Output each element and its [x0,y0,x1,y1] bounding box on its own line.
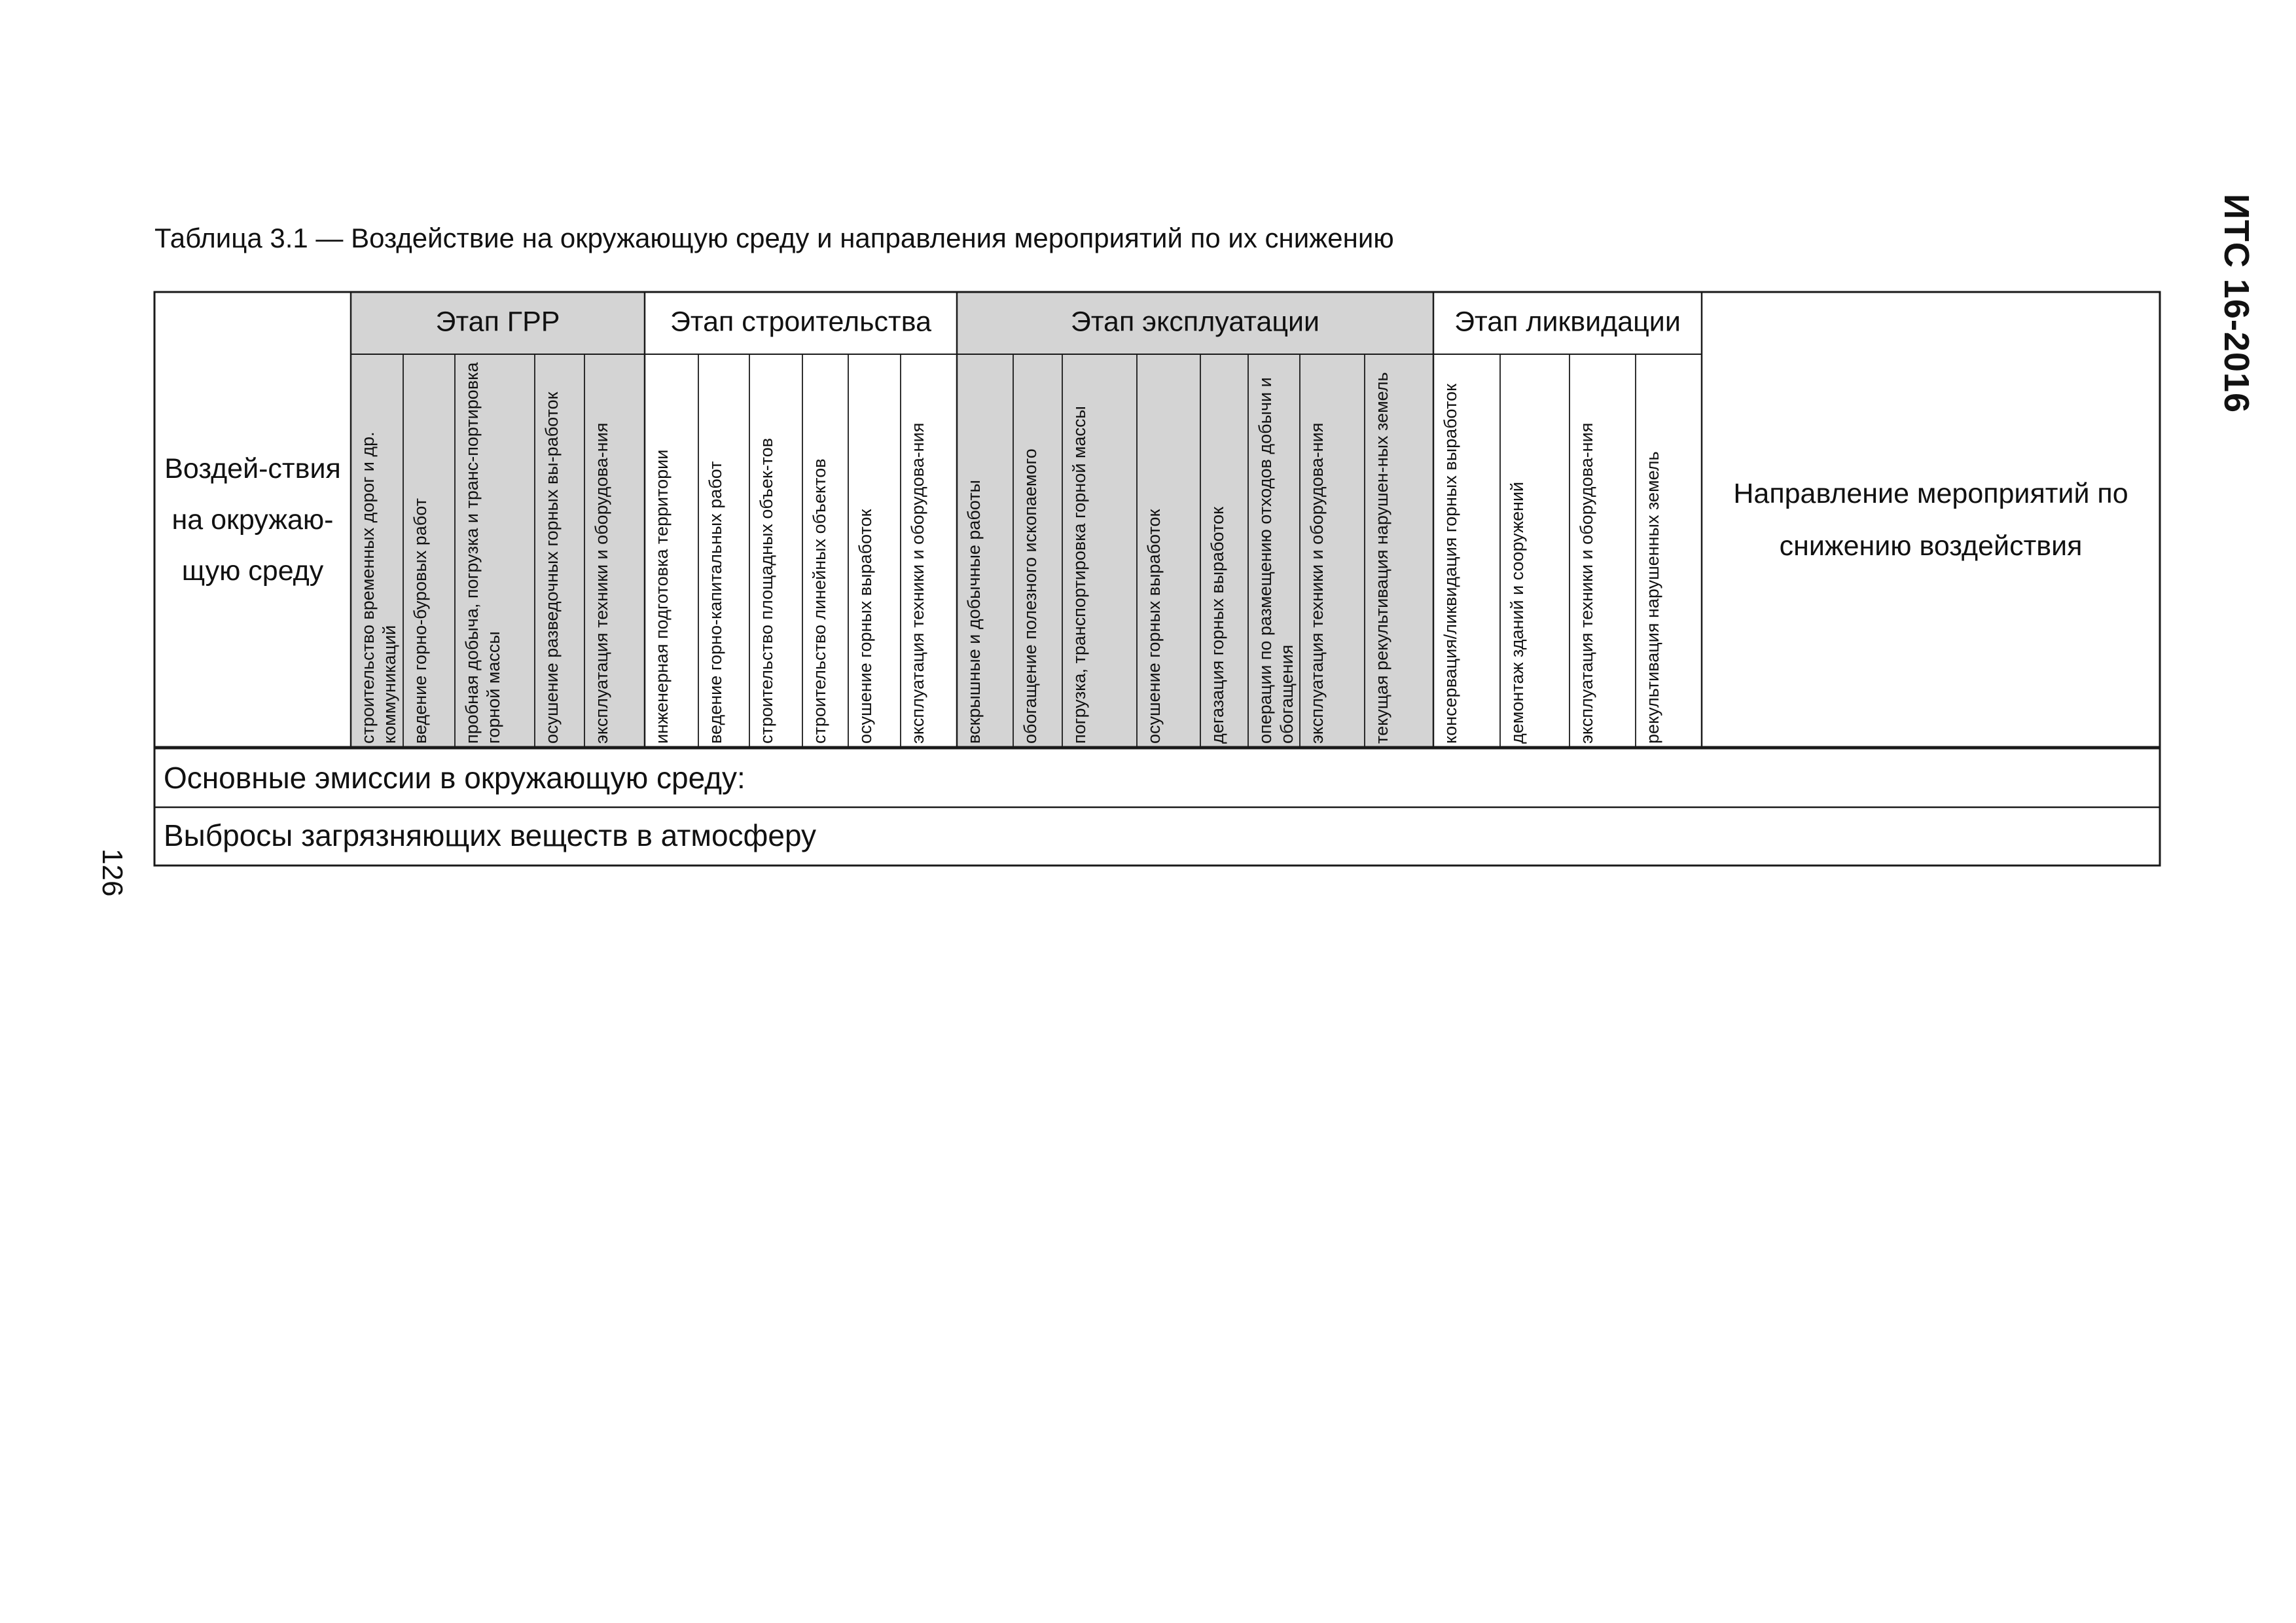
stage-title-0: Этап ГРР [435,306,560,338]
column-header-2-1-box [1013,354,1062,748]
column-header-2-3: осушение горных выработок [1144,509,1164,744]
column-header-0-3: осушение разведочных горных вы-работок [542,392,562,744]
column-header-2-2: погрузка, транспортировка горной массы [1069,406,1089,744]
column-header-1-0-box [645,354,698,748]
column-header-1-1-box [698,354,749,748]
column-header-0-1: ведение горно-буровых работ [410,498,430,744]
column-header-2-6-box [1300,354,1365,748]
column-header-2-0: вскрышные и добычные работы [964,479,984,744]
column-header-3-2-box [1570,354,1636,748]
column-header-1-1: ведение горно-капитальных работ [706,461,725,744]
column-header-1-5: эксплуатация техники и оборудова-ния [908,422,927,744]
column-header-2-5: операции по размещению отходов добычи и обогащения [1255,377,1297,744]
column-header-2-4: дегазация горных выработок [1208,507,1227,744]
column-header-0-1-box [403,354,455,748]
column-header-0-2: пробная добыча, погрузка и транс-портировка горной массы [462,362,503,744]
column-header-1-4-box [848,354,901,748]
column-header-2-6: эксплуатация техники и оборудова-ния [1307,422,1327,744]
column-header-2-2-box [1062,354,1137,748]
document-code: ИТС 16-2016 [2217,194,2256,413]
column-header-0-0: строительство временных дорог и др. коммуникаций [358,431,399,744]
column-header-0-4: эксплуатация техники и оборудова-ния [592,422,611,744]
column-header-1-3-box [802,354,848,748]
impact-header: Воздей-ствия на окружаю-щую среду [164,453,341,587]
column-header-3-2: эксплуатация техники и оборудова-ния [1577,422,1596,744]
column-header-3-3-box [1636,354,1702,748]
column-header-0-0-box [351,354,403,748]
page-number: 126 [96,848,128,897]
column-header-0-2-box [455,354,535,748]
stage-title-2: Этап эксплуатации [1070,306,1320,338]
column-header-2-4-box [1200,354,1248,748]
table-row-1: Выбросы загрязняющих веществ в атмосферу [164,818,817,853]
column-header-0-3-box [535,354,584,748]
impact-header-box [154,292,351,748]
table-labels [154,292,2160,852]
column-header-2-5-box [1248,354,1300,748]
column-header-2-7-box [1365,354,1433,748]
column-header-1-3: строительство линейных объектов [810,458,829,744]
column-header-3-3: рекультивация нарушенных земель [1643,451,1662,744]
column-header-1-2-box [749,354,802,748]
column-header-2-7: текущая рекультивация нарушен-ных земель [1372,372,1391,744]
stage-title-1: Этап строительства [670,306,931,338]
column-header-1-2: строительство площадных объек-тов [757,437,776,744]
column-header-2-3-box [1137,354,1200,748]
column-header-1-5-box [901,354,957,748]
column-header-3-1-box [1500,354,1570,748]
measures-header-box [1702,292,2160,748]
measures-header: Направление мероприятий по снижению воздействия [1733,478,2128,562]
column-header-0-4-box [584,354,645,748]
column-header-3-0-box [1433,354,1500,748]
column-header-1-4: осушение горных выработок [855,509,875,744]
column-header-2-1: обогащение полезного ископаемого [1020,448,1040,744]
column-header-2-0-box [957,354,1013,748]
column-header-3-1: демонтаж зданий и сооружений [1507,481,1527,744]
column-header-1-0: инженерная подготовка территории [652,449,672,744]
table-row-0: Основные эмиссии в окружающую среду: [164,761,745,795]
stage-title-3: Этап ликвидации [1454,306,1681,338]
table-caption: Таблица 3.1 — Воздействие на окружающую среду и направления мероприятий по их снижению [154,223,1394,253]
column-header-3-0: консервация/ликвидация горных выработок [1441,384,1460,744]
